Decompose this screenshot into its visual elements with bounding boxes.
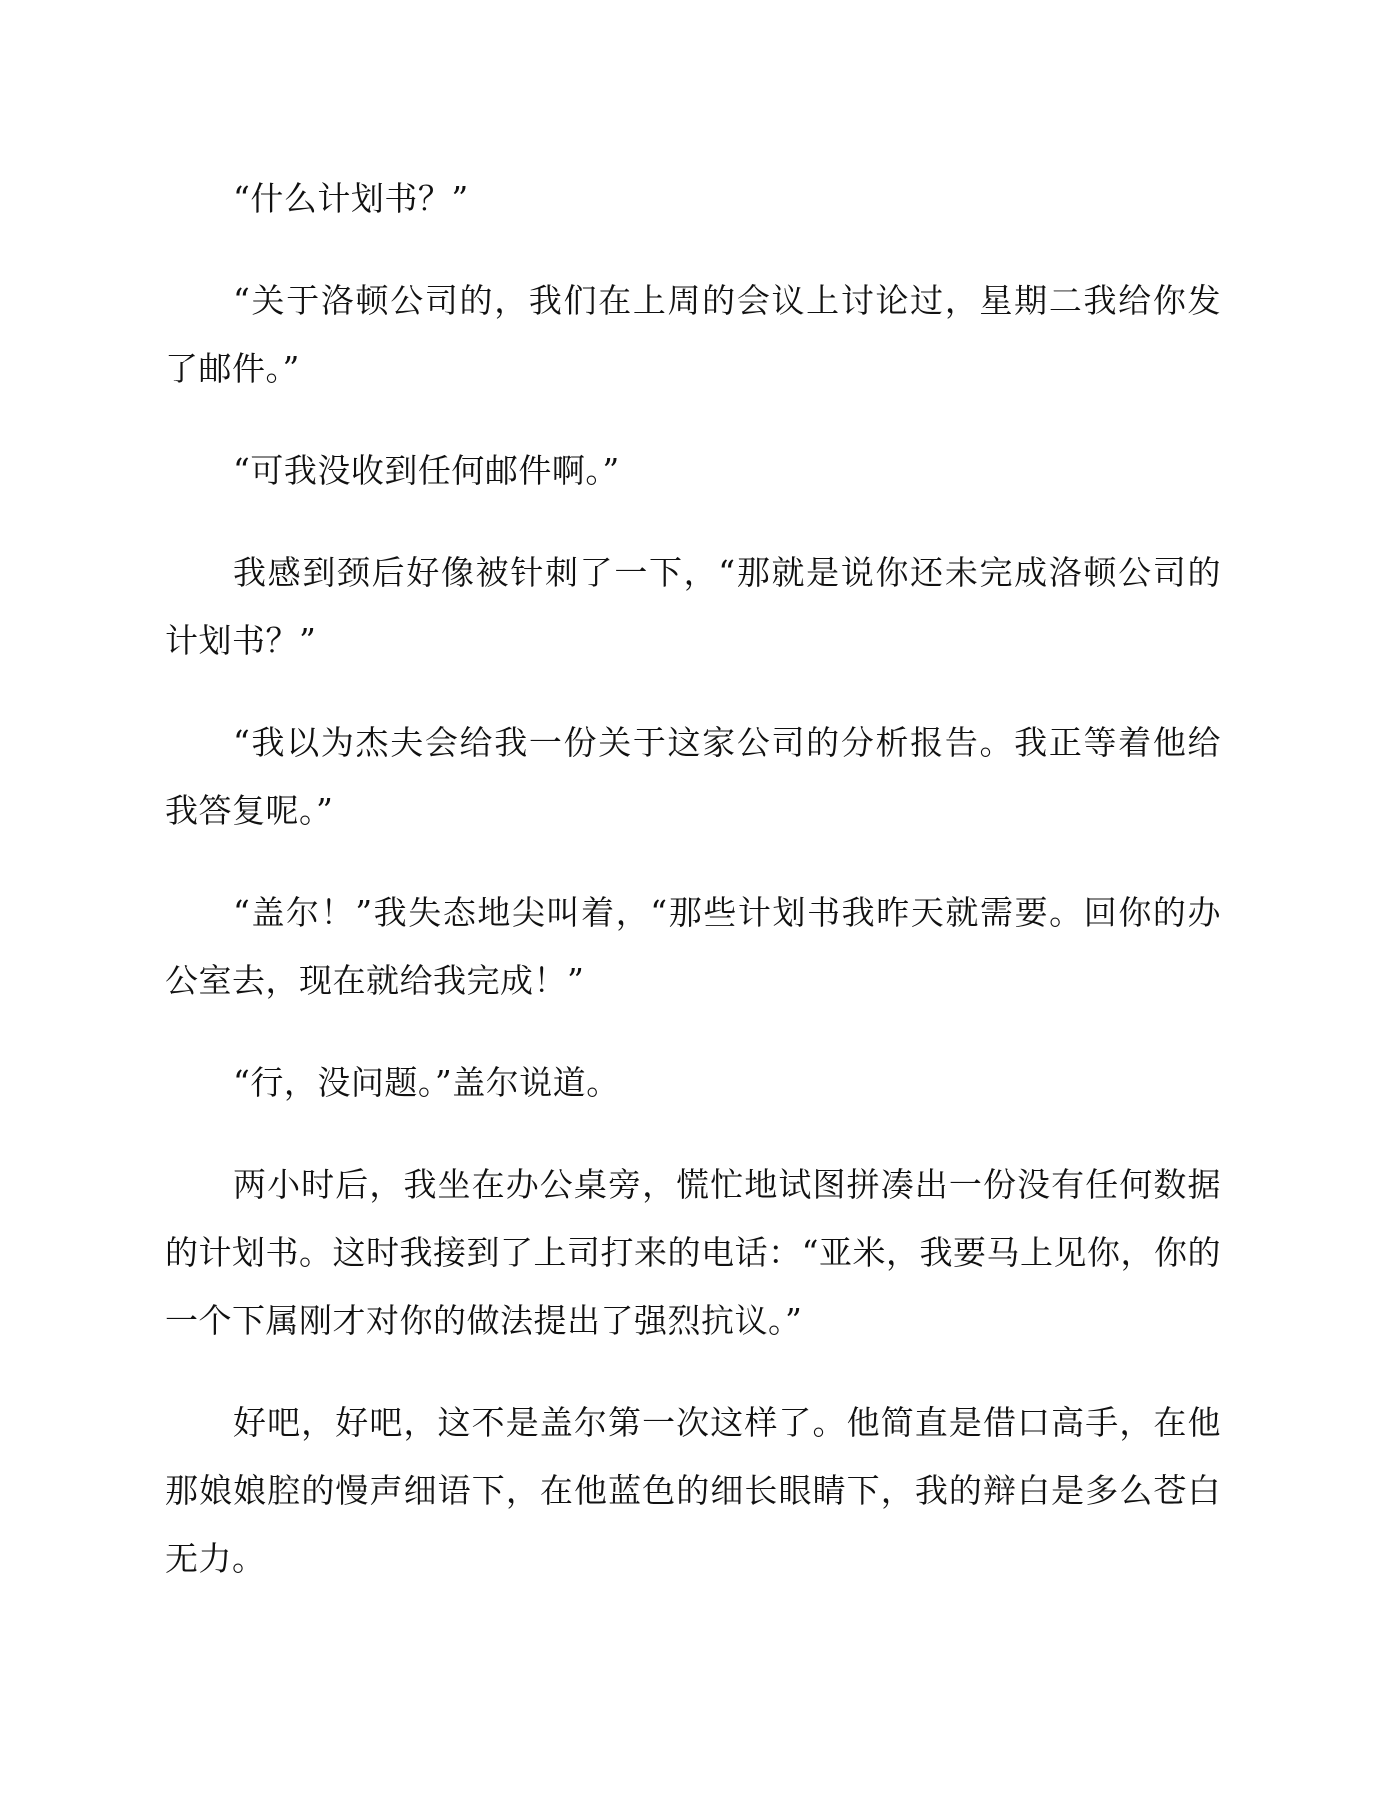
paragraph-1: “什么计划书？” (233, 179, 469, 218)
paragraph-4: 我感到颈后好像被针刺了一下，“那就是说你还未完成洛顿公司的计划书？” (165, 553, 1221, 660)
paragraph-3: “可我没收到任何邮件啊。” (233, 451, 620, 490)
paragraph-2: “关于洛顿公司的，我们在上周的会议上讨论过，星期二我给你发了邮件。” (165, 281, 1221, 388)
document-body (165, 165, 1221, 1627)
paragraph-5: “我以为杰夫会给我一份关于这家公司的分析报告。我正等着他给我答复呢。” (165, 723, 1221, 830)
paragraph-7: “行，没问题。”盖尔说道。 (233, 1063, 620, 1102)
paragraph-8: 两小时后，我坐在办公桌旁，慌忙地试图拼凑出一份没有任何数据的计划书。这时我接到了上司打来的电话：“亚米，我要马上见你，你的一个下属刚才对你的做法提出了强烈抗议。” (165, 1165, 1221, 1340)
paragraph-6: “盖尔！”我失态地尖叫着，“那些计划书我昨天就需要。回你的办公室去，现在就给我完成！” (165, 893, 1221, 1000)
paragraph-9: 好吧，好吧，这不是盖尔第一次这样了。他简直是借口高手，在他那娘娘腔的慢声细语下，在他蓝色的细长眼睛下，我的辩白是多么苍白无力。 (165, 1403, 1221, 1578)
